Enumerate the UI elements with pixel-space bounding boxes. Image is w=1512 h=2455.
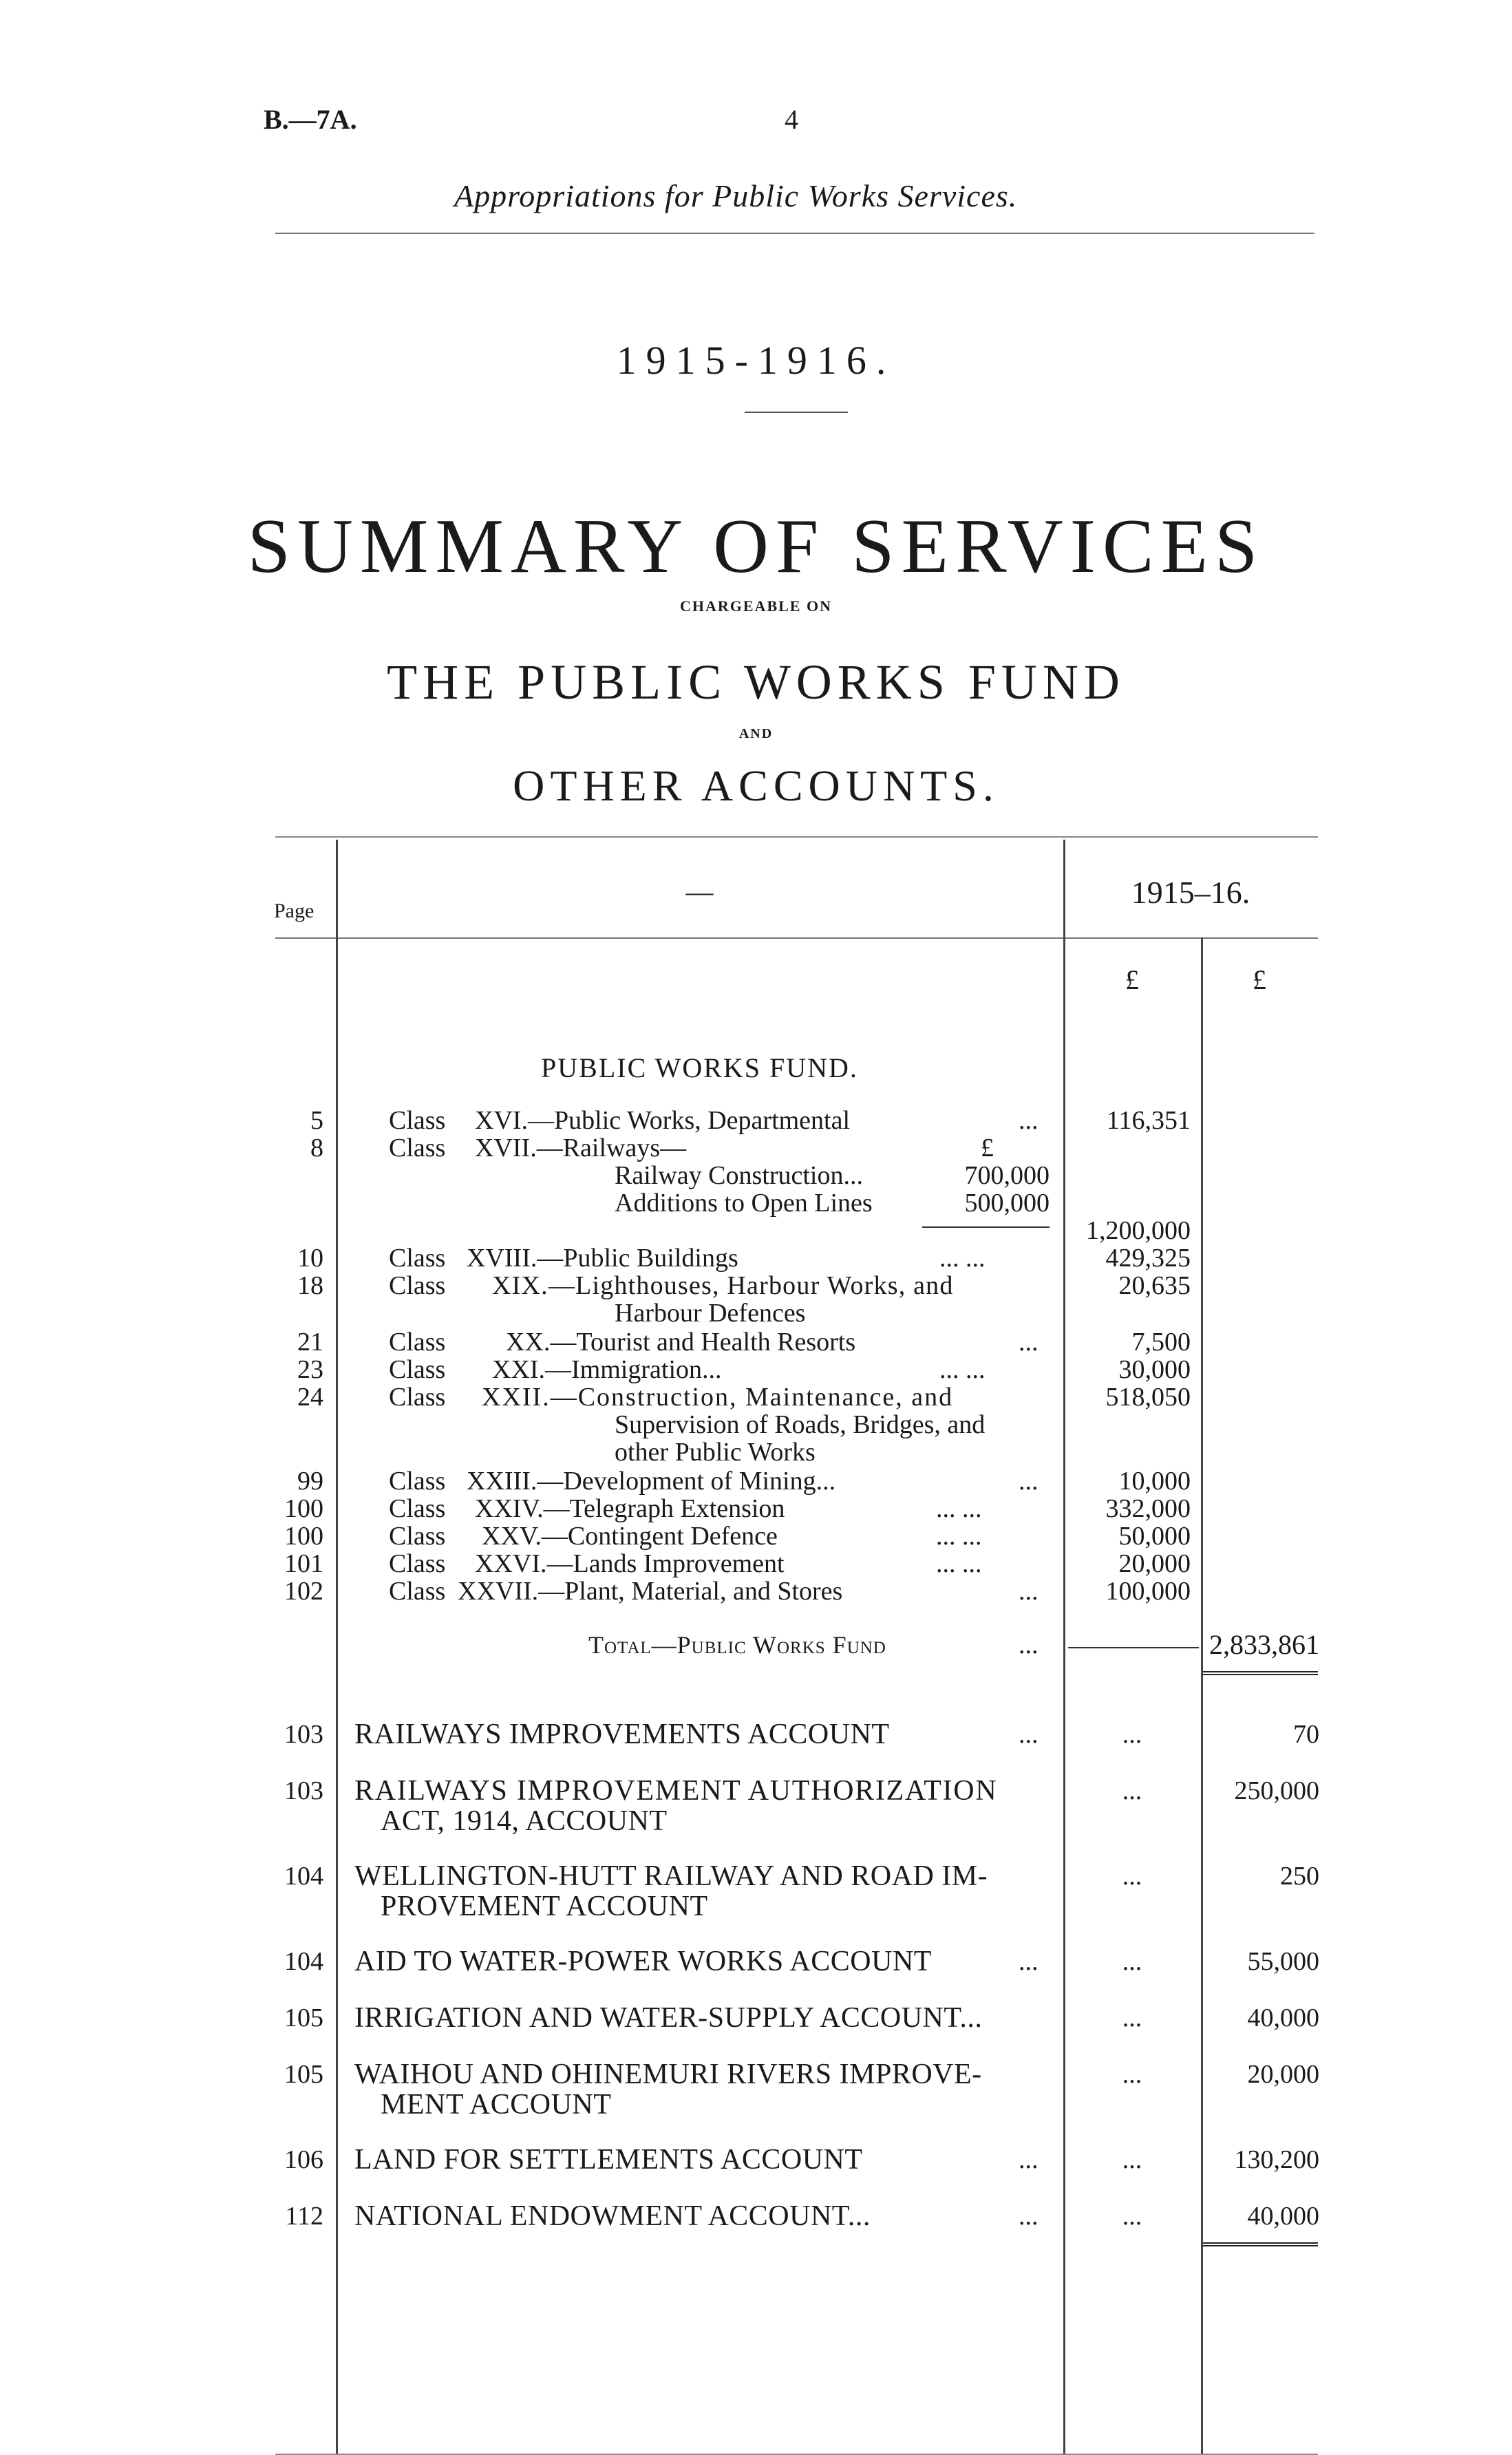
account-waihou-ohinemuri-amount: 20,000 bbox=[1247, 2060, 1319, 2089]
page-ref-class-20: 21 bbox=[297, 1328, 323, 1357]
fund-title: THE PUBLIC WORKS FUND bbox=[387, 655, 1125, 710]
other-accounts-title: OTHER ACCOUNTS. bbox=[513, 761, 999, 810]
account-railways-improvements-col1: ... bbox=[1122, 1720, 1142, 1749]
pound-unit-1: £ bbox=[1125, 964, 1139, 995]
class-27-amount: 100,000 bbox=[1105, 1577, 1191, 1606]
total-dots: ... bbox=[1019, 1630, 1039, 1659]
doc-reference: B.—7A. bbox=[264, 104, 357, 135]
grand-total-double-rule bbox=[1203, 2242, 1318, 2246]
section-title-public-works-fund: PUBLIC WORKS FUND. bbox=[541, 1052, 858, 1083]
year-heading: 1915-1916. bbox=[616, 338, 896, 383]
class-18-name: XVIII.—Public Buildings bbox=[467, 1244, 738, 1273]
page-ref-wellington-hutt: 104 bbox=[284, 1862, 323, 1891]
account-wellington-hutt-col1: ... bbox=[1122, 1862, 1142, 1891]
railways-pound-unit: £ bbox=[981, 1134, 994, 1162]
account-water-power-col1: ... bbox=[1122, 1947, 1142, 1976]
class-20-name: XX.—Tourist and Health Resorts bbox=[506, 1328, 856, 1357]
and-label: AND bbox=[738, 726, 774, 741]
class-26-label: Class bbox=[389, 1549, 446, 1578]
class-27-dots: ... bbox=[1019, 1577, 1039, 1606]
account-national-endowment-amount: 40,000 bbox=[1247, 2202, 1319, 2231]
class-21-name: XXI.—Immigration... bbox=[492, 1355, 722, 1384]
year-column-header: 1915–16. bbox=[1131, 875, 1250, 910]
page-ref-class-27: 102 bbox=[284, 1577, 323, 1606]
account-railways-authorization-amount: 250,000 bbox=[1234, 1776, 1319, 1805]
description-column-header: — bbox=[685, 876, 714, 907]
class-21-dots: ... ... bbox=[939, 1355, 986, 1384]
account-water-power-dots: ... bbox=[1019, 1947, 1039, 1976]
page-ref-class-23: 99 bbox=[297, 1467, 323, 1496]
page-ref-land-settlements: 106 bbox=[284, 2145, 323, 2174]
rail-additions-amount: 500,000 bbox=[964, 1189, 1050, 1218]
page-ref-national-endowment: 112 bbox=[285, 2202, 323, 2231]
account-land-settlements-dots: ... bbox=[1019, 2145, 1039, 2174]
account-wellington-hutt: WELLINGTON-HUTT RAILWAY AND ROAD IM- bbox=[354, 1860, 988, 1892]
page-ref-class-19: 18 bbox=[297, 1271, 323, 1300]
class-22-label: Class bbox=[389, 1383, 446, 1412]
class-25-label: Class bbox=[389, 1522, 446, 1551]
account-wellington-hutt-amount: 250 bbox=[1280, 1862, 1319, 1891]
total-double-rule bbox=[1203, 1671, 1318, 1675]
class-21-amount: 30,000 bbox=[1118, 1355, 1191, 1384]
table-head-rule bbox=[275, 937, 1318, 939]
table-top-rule bbox=[275, 836, 1318, 838]
class-27-label: Class bbox=[389, 1577, 446, 1606]
class-27-name: XXVII.—Plant, Material, and Stores bbox=[458, 1577, 843, 1606]
page-ref-class-17: 8 bbox=[310, 1134, 323, 1162]
class-24-name: XXIV.—Telegraph Extension bbox=[475, 1494, 785, 1523]
class-20-amount: 7,500 bbox=[1131, 1328, 1191, 1357]
railway-construction-amount: 700,000 bbox=[964, 1161, 1050, 1190]
class-25-name: XXV.—Contingent Defence bbox=[482, 1522, 778, 1551]
page-number: 4 bbox=[785, 104, 798, 135]
total-public-works-fund-label: Total—Public Works Fund bbox=[588, 1631, 886, 1659]
page-ref-class-16: 5 bbox=[310, 1106, 323, 1135]
account-wellington-hutt-line-2: PROVEMENT ACCOUNT bbox=[381, 1891, 708, 1922]
account-irrigation-amount: 40,000 bbox=[1247, 2004, 1319, 2032]
account-railways-improvements-dots: ... bbox=[1019, 1720, 1039, 1749]
class-21-label: Class bbox=[389, 1355, 446, 1384]
class-17-label: Class bbox=[389, 1134, 446, 1162]
class-23-name: XXIII.—Development of Mining... bbox=[467, 1467, 836, 1496]
account-waihou-ohinemuri: WAIHOU AND OHINEMURI RIVERS IMPROVE- bbox=[354, 2059, 982, 2090]
class-19-name-line-2: Harbour Defences bbox=[615, 1299, 806, 1328]
class-19-name: XIX.—Lighthouses, Harbour Works, and bbox=[492, 1271, 954, 1300]
class-24-dots: ... ... bbox=[936, 1494, 982, 1523]
page-ref-water-power: 104 bbox=[284, 1947, 323, 1976]
class-18-amount: 429,325 bbox=[1105, 1244, 1191, 1273]
account-irrigation: IRRIGATION AND WATER-SUPPLY ACCOUNT... bbox=[354, 2002, 983, 2034]
class-22-name-line-2: Supervision of Roads, Bridges, and bbox=[615, 1410, 986, 1439]
page-ref-class-24: 100 bbox=[284, 1494, 323, 1523]
main-title: SUMMARY OF SERVICES bbox=[247, 504, 1265, 589]
class-17-name: XVII.—Railways— bbox=[475, 1134, 687, 1162]
chargeable-on: CHARGEABLE ON bbox=[680, 597, 832, 615]
header-rule bbox=[275, 233, 1314, 234]
class-19-amount: 20,635 bbox=[1118, 1271, 1191, 1300]
class-23-amount: 10,000 bbox=[1118, 1467, 1191, 1496]
total-public-works-fund-amount: 2,833,861 bbox=[1209, 1629, 1319, 1660]
class-23-label: Class bbox=[389, 1467, 446, 1496]
total-dash-rule bbox=[1068, 1647, 1199, 1648]
running-title: Appropriations for Public Works Services. bbox=[454, 178, 1018, 213]
page-ref-class-25: 100 bbox=[284, 1522, 323, 1551]
account-railways-authorization: RAILWAYS IMPROVEMENT AUTHORIZATION bbox=[354, 1775, 998, 1807]
year-underline bbox=[745, 412, 848, 413]
page-ref-class-21: 23 bbox=[297, 1355, 323, 1384]
class-16-amount: 116,351 bbox=[1106, 1106, 1191, 1135]
class-22-name-line-3: other Public Works bbox=[615, 1438, 816, 1467]
class-16-name: XVI.—Public Works, Departmental bbox=[475, 1106, 851, 1135]
rail-additions-name: Additions to Open Lines bbox=[615, 1189, 873, 1218]
class-26-amount: 20,000 bbox=[1118, 1549, 1191, 1578]
class-23-dots: ... bbox=[1019, 1467, 1039, 1496]
class-18-dots: ... ... bbox=[939, 1244, 986, 1273]
account-national-endowment-col1: ... bbox=[1122, 2202, 1142, 2231]
account-water-power-amount: 55,000 bbox=[1247, 1947, 1319, 1976]
account-national-endowment: NATIONAL ENDOWMENT ACCOUNT... bbox=[354, 2200, 871, 2232]
account-national-endowment-dots: ... bbox=[1019, 2202, 1039, 2231]
page-ref-railways-authorization: 103 bbox=[284, 1776, 323, 1805]
class-20-dots: ... bbox=[1019, 1328, 1039, 1357]
page-column-header: Page bbox=[274, 900, 315, 922]
railway-construction-name: Railway Construction... bbox=[615, 1161, 863, 1190]
class-25-amount: 50,000 bbox=[1118, 1522, 1191, 1551]
class-24-label: Class bbox=[389, 1494, 446, 1523]
page-ref-waihou-ohinemuri: 105 bbox=[284, 2060, 323, 2089]
page-ref-railways-improvements: 103 bbox=[284, 1720, 323, 1749]
page-ref-class-22: 24 bbox=[297, 1383, 323, 1412]
page-ref-class-18: 10 bbox=[297, 1244, 323, 1273]
class-16-label: Class bbox=[389, 1106, 446, 1135]
account-land-settlements: LAND FOR SETTLEMENTS ACCOUNT bbox=[354, 2144, 863, 2176]
account-railways-authorization-col1: ... bbox=[1122, 1776, 1142, 1805]
pound-unit-2: £ bbox=[1253, 964, 1266, 995]
class-16-dots: ... bbox=[1019, 1106, 1039, 1135]
class-24-amount: 332,000 bbox=[1105, 1494, 1191, 1523]
class-18-label: Class bbox=[389, 1244, 446, 1273]
account-water-power: AID TO WATER-POWER WORKS ACCOUNT bbox=[354, 1946, 932, 1977]
account-irrigation-col1: ... bbox=[1122, 2004, 1142, 2032]
class-26-dots: ... ... bbox=[936, 1549, 982, 1578]
class-22-amount: 518,050 bbox=[1105, 1383, 1191, 1412]
class-25-dots: ... ... bbox=[936, 1522, 982, 1551]
account-land-settlements-col1: ... bbox=[1122, 2145, 1142, 2174]
account-waihou-ohinemuri-col1: ... bbox=[1122, 2060, 1142, 2089]
account-land-settlements-amount: 130,200 bbox=[1234, 2145, 1319, 2174]
class-19-label: Class bbox=[389, 1271, 446, 1300]
account-railways-improvements: RAILWAYS IMPROVEMENTS ACCOUNT bbox=[354, 1719, 890, 1750]
page-ref-irrigation: 105 bbox=[284, 2004, 323, 2032]
class-22-name: XXII.—Construction, Maintenance, and bbox=[482, 1383, 954, 1412]
class-26-name: XXVI.—Lands Improvement bbox=[475, 1549, 785, 1578]
account-railways-improvements-amount: 70 bbox=[1293, 1720, 1319, 1749]
class-20-label: Class bbox=[389, 1328, 446, 1357]
railways-total-amount: 1,200,000 bbox=[1086, 1216, 1191, 1245]
account-railways-authorization-line-2: ACT, 1914, ACCOUNT bbox=[381, 1805, 668, 1837]
page-ref-class-26: 101 bbox=[284, 1549, 323, 1578]
railways-subtotal-rule bbox=[922, 1226, 1050, 1228]
account-waihou-ohinemuri-line-2: MENT ACCOUNT bbox=[381, 2089, 612, 2121]
